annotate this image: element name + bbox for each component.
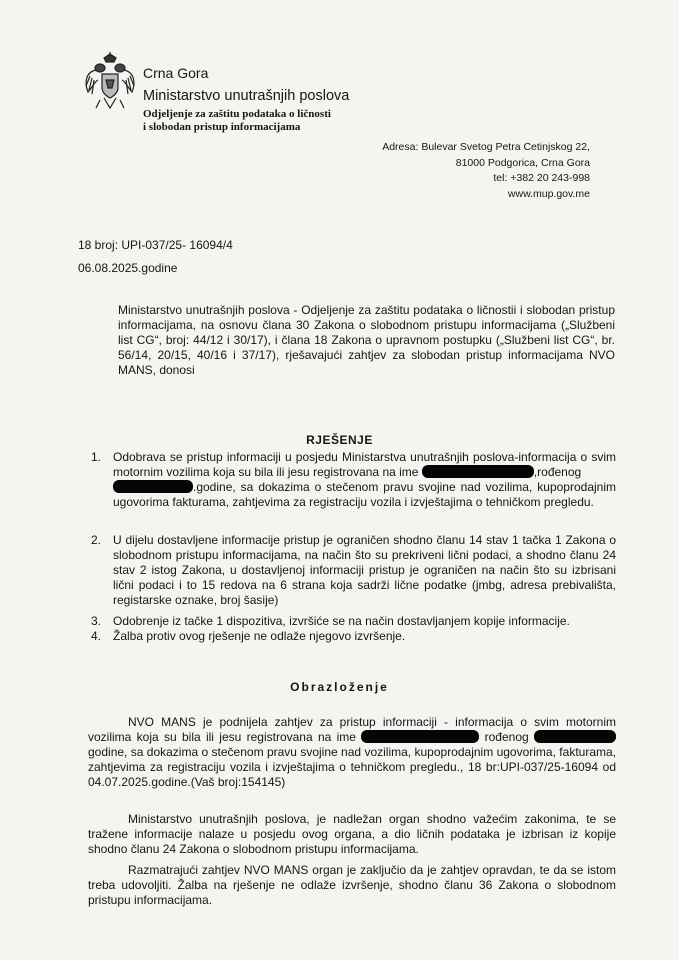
reasoning-paragraph-2: Ministarstvo unutrašnjih poslova, je nadležan organ shodno važećim zakonima, te se tražene informacije nalaze u posjedu ovog organa, a dio ličnih podataka je izbrisan iz kopije shodno članu 24 Zakona o slobodnom pristupu informacijama. (88, 812, 616, 856)
intro-paragraph: Ministarstvo unutrašnjih poslova - Odjeljenje za zaštitu podataka o ličnostii i slobodan pristup informacijama, na osnovu člana 30 Zakona o slobodnom pristupu informacijama („Službeni list CG“, broj: 44/12 i 30/17), i člana 18 Zakona o upravnom postupku („Službeni list CG“, br. 56/14, 20/15, 40/16 i 37/17), rješavajući zahtjev za slobodan pristup informacijama NVO MANS, donosi (118, 303, 615, 377)
address: Adresa: Bulevar Svetog Petra Cetinjskog 22, (382, 141, 590, 153)
decision-item: 1. Odobrava se pristup informaciji u posjedu Ministarstva unutrašnjih poslova-informacija o svim motornim vozilima koja su bila ili jesu registrovana na ime ,rođenog .godine, sa dokazima o stečenom pravu svojine nad vozilima, kupoprodajnim ugovorima fakturama, zahtjevima za registraciju vozila i izvještajima o tehničkom pregledu. (91, 450, 616, 509)
reasoning-title: Obrazloženje (290, 680, 389, 694)
website: www.mup.gov.me (507, 187, 590, 200)
city: 81000 Podgorica, Crna Gora (455, 156, 590, 169)
decision-title: RJEŠENJE (306, 433, 373, 447)
coat-of-arms-icon (82, 52, 138, 112)
redacted-date (113, 480, 193, 493)
reference-block (78, 234, 233, 280)
reference-date: 06.08.2025.godine (78, 261, 178, 275)
country-name: Crna Gora (143, 65, 209, 81)
ministry-name: Ministarstvo unutrašnjih poslova (143, 88, 350, 104)
decision-item: 2. U dijelu dostavljene informacije pristup je ograničen shodno članu 14 stav 1 tačka 1 Zakona o slobodnom pristupu informacijama, na način što su prekriveni lični podaci, a shodno članu 24 stav 2 istog Zakona, u dostavljenoj informaciji pristup je ograničen na način što su izbrisani lični podaci i to 15 redova na 6 strana koja sadrži lične podatke (jmbg, adresa prebivališta, registarske oznake, broj šasije) (91, 533, 616, 607)
redacted-name (422, 465, 534, 478)
department-name: Odjeljenje za zaštitu podataka o ličnosti i slobodan pristup informacijama (143, 108, 331, 133)
reasoning-paragraph-1: NVO MANS je podnijela zahtjev za pristup informaciji - informacija o svim motornim vozilima koja su bila ili jesu registrovana na ime rođenog godine, sa dokazima o stečenom pravu svojine nad vozilima, kupoprodajnim ugovorima, fakturama, zahtjevima za registraciju vozila i izvještajima o tehničkom pregledu., 18 br:UPI-037/25-16094 od 04.07.2025.godine.(Vaš broj:154145) (88, 715, 616, 789)
contact-block (330, 140, 590, 202)
reasoning-paragraph-3: Razmatrajući zahtjev NVO MANS organ je zaključio da je zahtjev opravdan, te da se istom treba udovoljiti. Žalba na rješenje ne odlaže izvršenje, shodno članu 36 Zakona o slobodnom pristupu informacijama. (88, 863, 616, 907)
redacted-date (534, 730, 616, 743)
decision-item: 3. Odobrenje iz tačke 1 dispozitiva, izvršiće se na način dostavljanjem kopije informacije. (91, 614, 570, 628)
phone: tel: +382 20 243-998 (493, 172, 590, 184)
reference-number: 18 broj: UPI-037/25- 16094/4 (78, 238, 233, 252)
redacted-name (361, 730, 479, 743)
decision-item: 4. Žalba protiv ovog rješenje ne odlaže njegovo izvršenje. (91, 629, 406, 643)
